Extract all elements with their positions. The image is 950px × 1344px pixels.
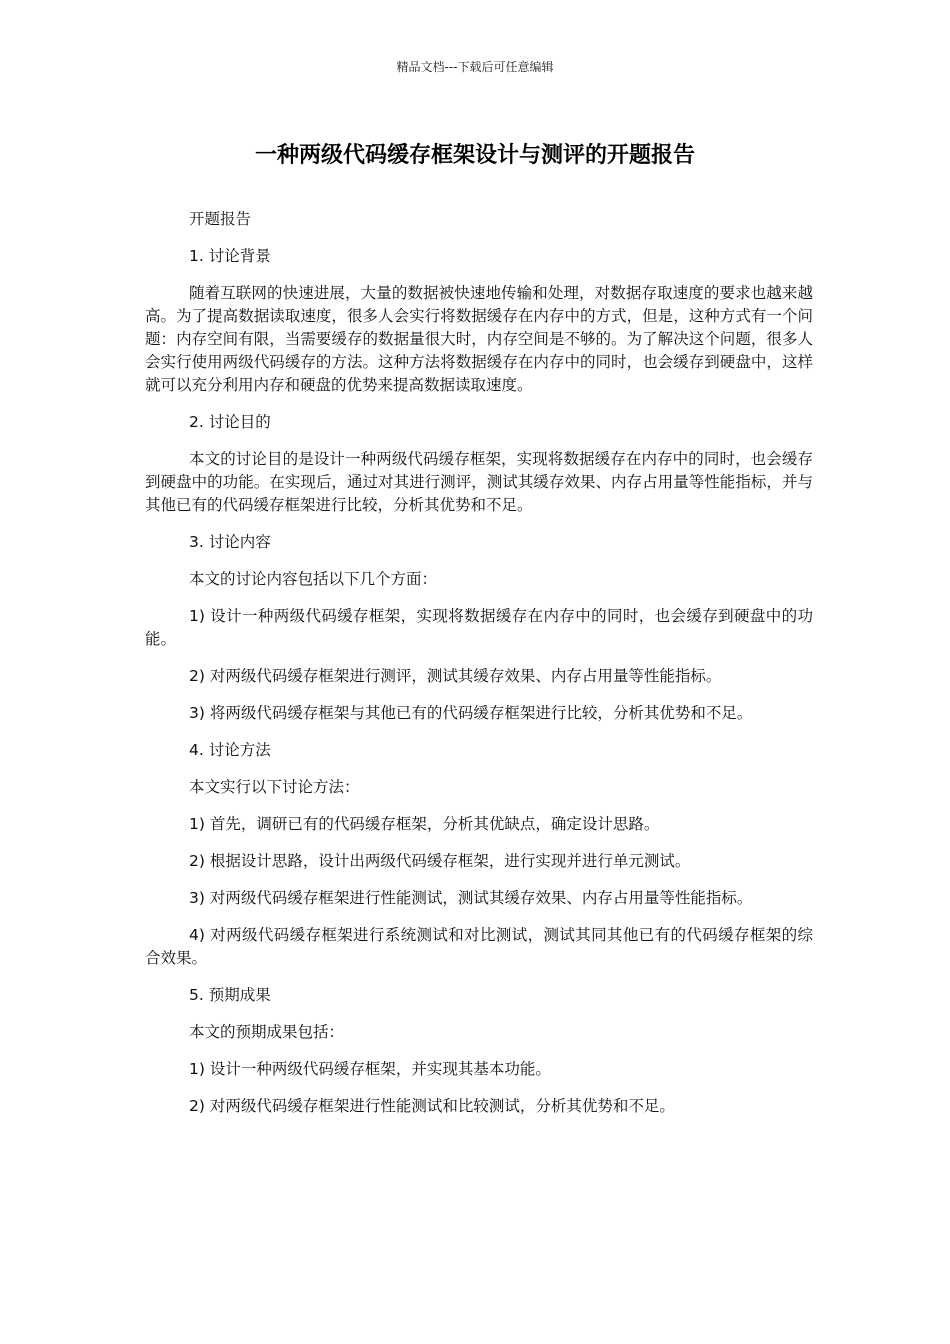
- list-item: 2) 对两级代码缓存框架进行测评，测试其缓存效果、内存占用量等性能指标。: [189, 667, 722, 685]
- document-title: 一种两级代码缓存框架设计与测评的开题报告: [254, 143, 695, 168]
- list-item: 3) 将两级代码缓存框架与其他已有的代码缓存框架进行比较，分析其优势和不足。: [189, 704, 753, 722]
- paragraph-purpose: 本文的讨论目的是设计一种两级代码缓存框架，实现将数据缓存在内存中的同时，也会缓存到硬盘中的功能。在实现后，通过对其进行测评，测试其缓存效果、内存占用量等性能指标，并与其他已有的代码缓存框架进行比较，分析其优势和不足。: [145, 450, 813, 514]
- list-item: 1) 设计一种两级代码缓存框架，并实现其基本功能。: [189, 1060, 551, 1078]
- header-note: 精品文档---下载后可任意编辑: [396, 60, 554, 74]
- section-heading-results: 5. 预期成果: [189, 986, 271, 1004]
- section-heading-purpose: 2. 讨论目的: [189, 413, 271, 431]
- list-item: 3) 对两级代码缓存框架进行性能测试，测试其缓存效果、内存占用量等性能指标。: [189, 889, 753, 907]
- list-item: 2) 根据设计思路，设计出两级代码缓存框架，进行实现并进行单元测试。: [189, 852, 691, 870]
- list-item: 1) 首先，调研已有的代码缓存框架，分析其优缺点，确定设计思路。: [189, 815, 660, 833]
- list-item: 1) 设计一种两级代码缓存框架，实现将数据缓存在内存中的同时，也会缓存到硬盘中的功能。: [145, 607, 813, 648]
- paragraph-results-intro: 本文的预期成果包括：: [189, 1023, 345, 1041]
- section-heading-content: 3. 讨论内容: [189, 533, 271, 551]
- list-item: 4) 对两级代码缓存框架进行系统测试和对比测试，测试其同其他已有的代码缓存框架的综合效果。: [145, 926, 813, 967]
- paragraph-content-intro: 本文的讨论内容包括以下几个方面：: [189, 570, 438, 588]
- list-item: 2) 对两级代码缓存框架进行性能测试和比较测试，分析其优势和不足。: [189, 1097, 675, 1115]
- paragraph-label: 开题报告: [189, 210, 252, 228]
- paragraph-background: 随着互联网的快速进展，大量的数据被快速地传输和处理，对数据存取速度的要求也越来越高。为了提高数据读取速度，很多人会实行将数据缓存在内存中的方式，但是，这种方式有一个问题：内存空间有限，当需要缓存的数据量很大时，内存空间是不够的。为了解决这个问题，很多人会实行使用两级代码缓存的方法。这种方法将数据缓存在内存中的同时，也会缓存到硬盘中，这样就可以充分利用内存和硬盘的优势来提高数据读取速度。: [145, 284, 813, 394]
- section-heading-background: 1. 讨论背景: [189, 247, 271, 265]
- document-body: [145, 208, 813, 1132]
- section-heading-method: 4. 讨论方法: [189, 741, 271, 759]
- paragraph-method-intro: 本文实行以下讨论方法：: [189, 778, 360, 796]
